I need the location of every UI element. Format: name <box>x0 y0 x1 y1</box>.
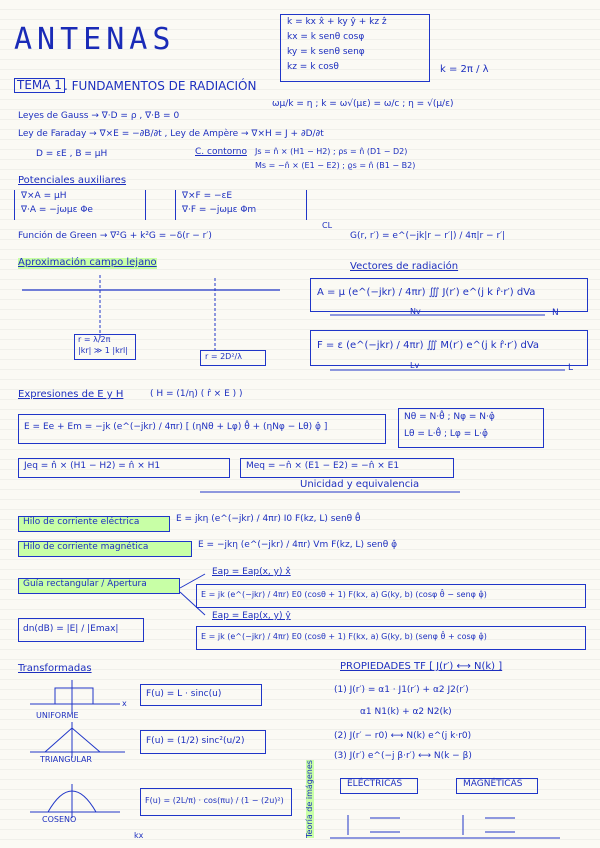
wave-relations: ωμ/k = η ; k = ω√(με) = ω/c ; η = √(μ/ε) <box>272 99 454 109</box>
expr-E-box <box>18 414 386 444</box>
pot-left <box>14 190 146 220</box>
vec-L: L <box>568 363 574 373</box>
tr-uni-eq: F(u) = L · sinc(u) <box>146 689 222 699</box>
tr-tri-label: TRIANGULAR <box>40 755 92 764</box>
hilo-m-box <box>18 541 192 557</box>
aprox-box-2 <box>200 350 266 366</box>
x-axis-label: x <box>122 699 127 708</box>
potenciales-title: Potenciales auxiliares <box>18 175 127 186</box>
meq: Meq = −n̂ × (E1 − E2) = −n̂ × E1 <box>246 461 400 471</box>
imagenes-label: Teoría de imágenes <box>305 760 314 838</box>
tr-cos-box <box>140 788 292 816</box>
guia-box <box>18 578 180 594</box>
tr-cos-eq: F(u) = (2L/π) · cos(πu) / (1 − (2u)²) <box>145 796 284 805</box>
guia-e2-box <box>196 584 586 608</box>
tr-tri-box <box>140 730 266 754</box>
box-L: Lθ = L·θ̂ ; Lφ = L·φ̂ <box>404 429 488 439</box>
box-N: Nθ = N·θ̂ ; Nφ = N·φ̂ <box>404 412 495 422</box>
prop-3: (3) J(r′) e^(−j β·r′) ⟷ N(k − β) <box>334 751 472 761</box>
tr-cos-label: COSENO <box>42 815 77 824</box>
contorno-2: Ms = −n̂ × (E1 − E2) ; ϱs = n̂ (B1 − B2) <box>255 161 416 170</box>
gauss-law: Leyes de Gauss → ∇·D = ρ , ∇·B = 0 <box>18 111 180 121</box>
unicidad: Unicidad y equivalencia <box>300 479 420 490</box>
faraday-law: Ley de Faraday → ∇×E = −∂B/∂t , Ley de Ampère → ∇×H = J + ∂D/∂t <box>18 129 324 139</box>
vec-F: F = ε (e^(−jkr) / 4πr) ∭ M(r′) e^(j k r̂·r′) dVa <box>317 340 540 351</box>
aprox-box-2-text: r = 2D²/λ <box>205 352 242 361</box>
k-vector: k = kx x̂ + ky ŷ + kz ẑ <box>287 17 387 27</box>
prop-2: (2) J(r′ − r0) ⟷ N(k) e^(j k·r0) <box>334 731 472 741</box>
guia-label: Guía rectangular / Apertura <box>23 579 147 589</box>
tr-uni-label: UNIFORME <box>36 711 79 720</box>
NL-box <box>398 408 544 448</box>
transf-title: Transformadas <box>18 663 92 674</box>
uniform-shape <box>55 688 93 704</box>
expr-title: Expresiones de E y H <box>18 389 124 400</box>
vec-A-box <box>310 278 588 312</box>
guia-e4: E = jk (e^(−jkr) / 4πr) E0 (cosθ + 1) F(kx, a) G(ky, b) (senφ θ̂ + cosφ φ̂) <box>201 632 487 641</box>
vec-A: A = μ (e^(−jkr) / 4πr) ∭ J(r′) e^(j k r̂·r′) dVa <box>317 287 536 298</box>
kz-eq: kz = k cosθ <box>287 62 339 72</box>
hilo-e-box <box>18 516 170 532</box>
electricas: ELÉCTRICAS <box>347 779 403 789</box>
guia-e4-box <box>196 626 586 650</box>
vec-F-box <box>310 330 588 366</box>
contorno-1: Js = n̂ × (H1 − H2) ; ρs = n̂ (D1 − D2) <box>255 147 408 156</box>
vectores-title: Vectores de radiación <box>350 261 459 272</box>
bottom-kx: kx <box>134 831 144 840</box>
aprox-title: Aproximación campo lejano <box>18 257 157 268</box>
tema-title: . FUNDAMENTOS DE RADIACIÓN <box>64 79 257 93</box>
pot-l2: ∇·A = −jωμε Φe <box>21 205 93 215</box>
hilo-e-eq: E = jkη (e^(−jkr) / 4πr) I0 F(kz, L) senθ θ̂ <box>176 514 361 524</box>
meq-box <box>240 458 454 478</box>
jeq: Jeq = n̂ × (H1 − H2) = n̂ × H1 <box>24 461 161 471</box>
pot-r1: ∇×F = −εE <box>182 191 233 201</box>
hilo-m-eq: E = −jkη (e^(−jkr) / 4πr) Vm F(kz, L) senθ φ̂ <box>198 540 398 550</box>
dn-box <box>18 618 144 642</box>
magneticas: MAGNÉTICAS <box>463 779 523 789</box>
prop-title: PROPIEDADES TF [ J(r′) ⟷ N(k) ] <box>340 661 503 672</box>
magneticas-box <box>456 778 538 794</box>
pot-l1: ∇×A = μH <box>21 191 67 201</box>
contorno-label: C. contorno <box>195 147 247 157</box>
aprox-box-1a: r = λ/2π <box>78 335 111 344</box>
green-cl: CL <box>322 221 333 230</box>
ky-eq: ky = k senθ senφ <box>287 47 365 57</box>
hilo-m-label: Hilo de corriente magnética <box>23 542 149 552</box>
pot-r2: ∇·F = −jωμε Φm <box>182 205 257 215</box>
vec-N: N <box>552 308 559 318</box>
tr-tri-eq: F(u) = (1/2) sinc²(u/2) <box>146 736 245 746</box>
hilo-e-label: Hilo de corriente eléctrica <box>23 517 140 527</box>
vec-A-under: Nv <box>410 307 421 316</box>
prop-1b: α1 N1(k) + α2 N2(k) <box>360 707 452 717</box>
kx-eq: kx = k senθ cosφ <box>287 32 365 42</box>
green-result: G(r, r′) = e^(−jk|r − r′|) / 4π|r − r′| <box>350 231 506 241</box>
constitutive: D = εE , B = μH <box>36 149 108 159</box>
wavenumber: k = 2π / λ <box>440 64 489 75</box>
tr-uni-box <box>140 684 262 706</box>
aprox-box-1 <box>74 334 136 360</box>
aprox-box-1b: |kr| ≫ 1 |krl| <box>78 346 128 355</box>
prop-1: (1) J(r′) = α1 · J1(r′) + α2 J2(r′) <box>334 685 469 695</box>
guia-e2: E = jk (e^(−jkr) / 4πr) E0 (cosθ + 1) F(kx, a) G(ky, b) (cosφ θ̂ − senφ φ̂) <box>201 590 487 599</box>
vec-F-under: Lv <box>410 361 420 370</box>
tema-label: TEMA 1 <box>14 78 65 93</box>
expr-E: E = Ee + Em = −jk (e^(−jkr) / 4πr) [ (ηNθ + Lφ) θ̂ + (ηNφ − Lθ) φ̂ ] <box>24 422 328 432</box>
electricas-box <box>340 778 418 794</box>
dn-label: dn(dB) = |E| / |Emax| <box>23 624 119 634</box>
guia-e3: Eap = Eap(x, y) ŷ <box>212 611 291 621</box>
green-eq: Función de Green → ∇²G + k²G = −δ(r − r′) <box>18 231 212 241</box>
guia-e1: Eap = Eap(x, y) x̂ <box>212 567 291 577</box>
expr-H: ( H = (1/η) ( r̂ × E ) ) <box>150 389 243 399</box>
k-vector-box <box>280 14 430 82</box>
page-title: ANTENAS <box>14 22 176 57</box>
pot-right <box>175 190 307 220</box>
jeq-box <box>18 458 230 478</box>
